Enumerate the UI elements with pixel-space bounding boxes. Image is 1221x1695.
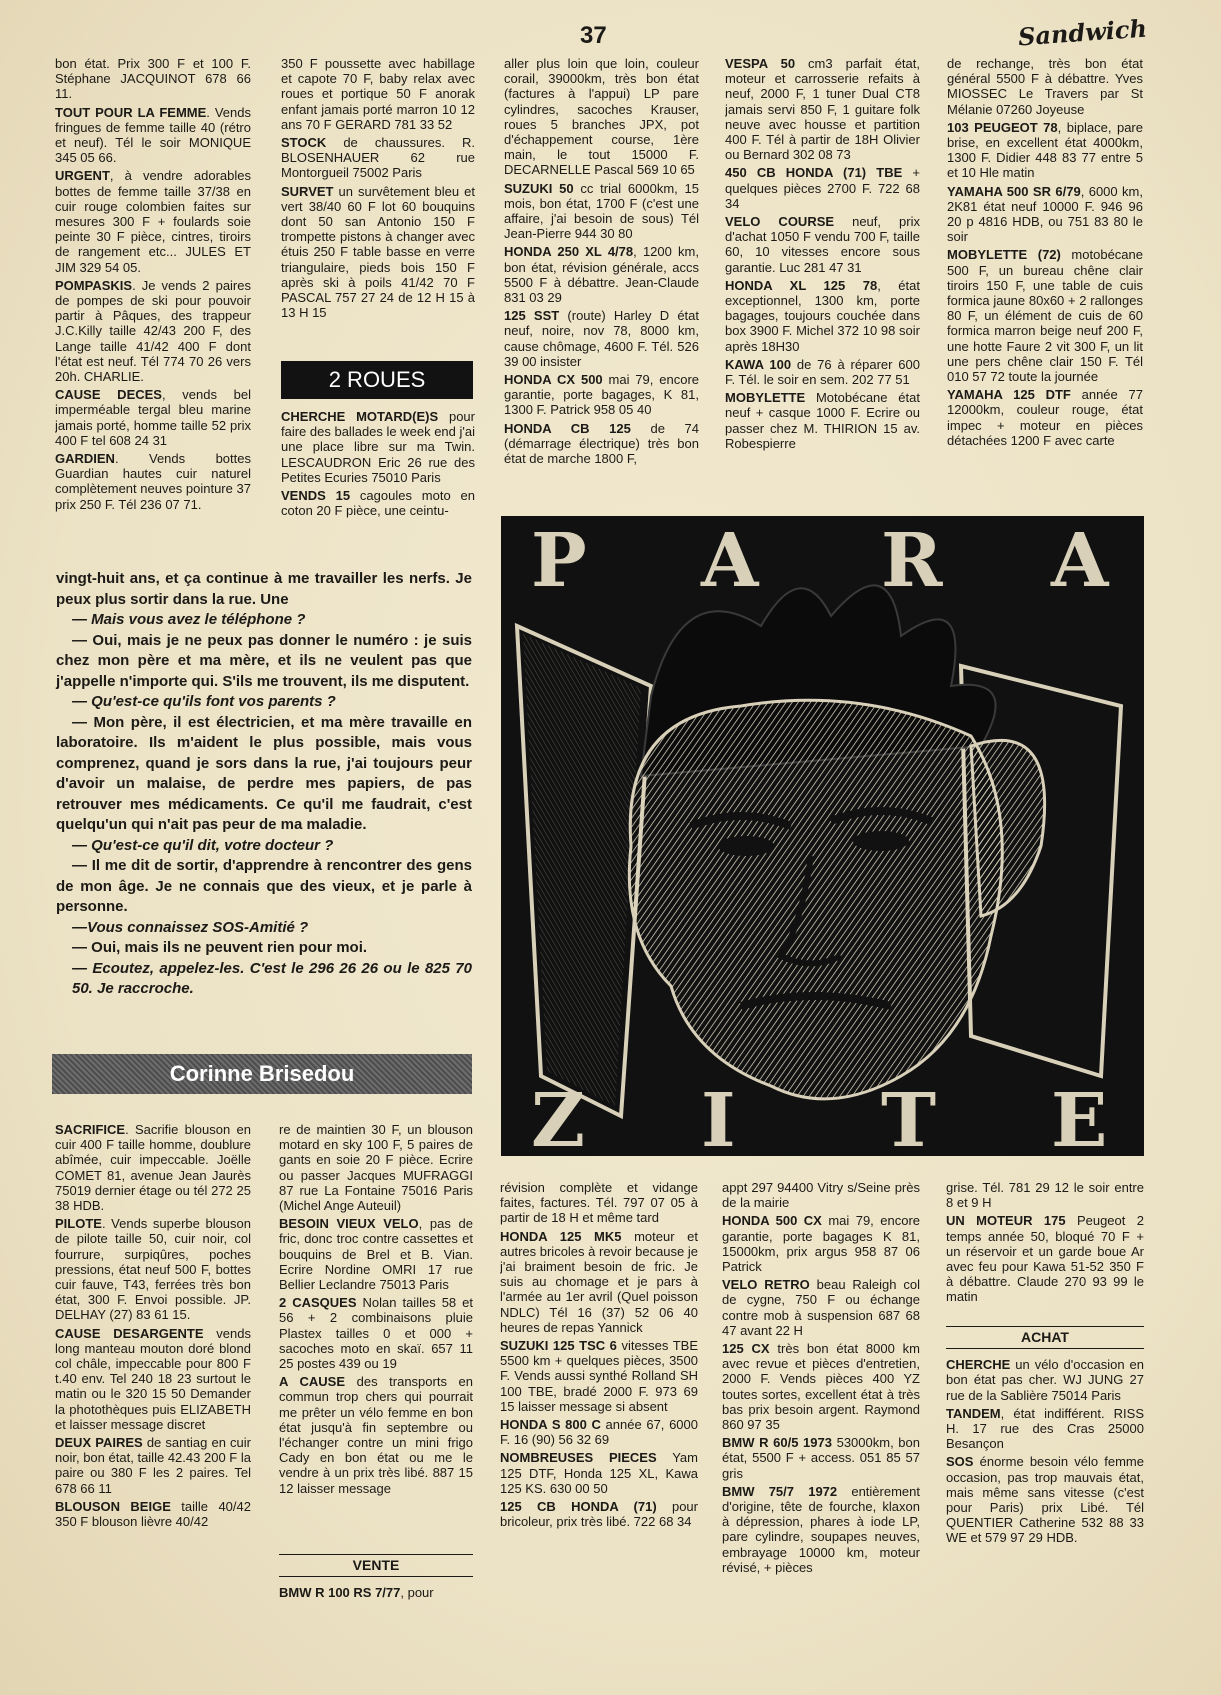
classified-ad: 103 PEUGEOT 78, biplace, pare brise, en excellent état 4000km, 1300 F. Didier 448 83 77 entre 5 et 10 Hle matin (947, 119, 1143, 181)
section-header-2-roues: 2 ROUES (281, 361, 473, 399)
classifieds-col-2-top (281, 56, 475, 356)
classified-ad: GARDIEN. Vends bottes Guardian hautes cuir naturel complètement neuves pointure 37 prix 250 F. Tél 236 07 71. (55, 451, 251, 512)
classified-ad: SACRIFICE. Sacrifie blouson en cuir 400 F taille homme, doublure abîmée, cuir impeccable. Joëlle COMET 81, avenue Jean Jaurès 75019 dernier étage ou tél 272 25 38 HDB. (55, 1122, 251, 1214)
classified-ad: 125 CX très bon état 8000 km avec revue et pièces d'entretien, 2000 F. Vends pièces 400 YZ toutes sortes, excellent état à très bas prix besoin argent. Raymond 860 97 35 (722, 1341, 920, 1433)
classified-ad: HONDA CB 125 de 74 (démarrage électrique) très bon état de marche 1800 F, (504, 420, 699, 467)
classified-ad: HONDA XL 125 78, état exceptionnel, 1300 km, porte bagages, toujours couchée dans box 3900 F. Michel 372 10 98 soir après 18H30 (725, 277, 920, 354)
section-banner: Corinne Brisedou (52, 1054, 472, 1094)
interview-answer: vingt-huit ans, et ça continue à me travailler les nerfs. Je peux plus sortir dans la rue. Une (56, 570, 472, 608)
classified-ad: 450 CB HONDA (71) TBE + quelques pièces 2700 F. 722 68 34 (725, 165, 920, 211)
classified-ad: CAUSE DECES, vends bel imperméable tergal bleu marine jamais porté, homme taille 52 prix 400 F tel 608 24 31 (55, 387, 251, 448)
art-letter: A (701, 518, 759, 604)
art-letter: R (881, 518, 943, 604)
interview-text (56, 569, 472, 1000)
classified-ad: SUZUKI 125 TSC 6 vitesses TBE 5500 km + quelques pièces, 3500 F. Vends aussi synthé Rolland SH 100 TBE, bradé 2000 F. 973 69 15 laisser message si absent (500, 1338, 698, 1414)
classified-ad: HONDA 125 MK5 moteur et autres bricoles à revoir because je j'ai braiment besoin de fric. Je suis au chomage et je pars à l'armée au 1er avril (Quel poisson NDLC) Tél 16 (37) 52 06 40 heures de repas Yannick (500, 1228, 698, 1335)
classified-ad: MOBYLETTE (72) motobécane 500 F, un bureau chêne clair tiroirs 150 F, une table de cuis formica jaune 80x60 + 2 rallonges 80 F, un élément de cuis de 60 formica marron beige neuf 200 F, une hotte Faure 2 vit 300 F, un lit une pers chêne clair 150 F. Tél 010 57 72 toute la journée (947, 247, 1143, 385)
classifieds-col-4-top (725, 56, 920, 498)
classified-ad: SURVET un survêtement bleu et vert 38/40 60 F lot 60 bouquins dont 50 san Antonio 150 F trompette pistons à changer avec étuis 250 F table basse en verre triangulaire, pieds bois 150 F après ski à poils 41/42 70 F PASCAL 757 27 24 de 12 H 15 à 13 H 15 (281, 183, 475, 321)
classified-ad: VELO RETRO beau Raleigh col de cygne, 750 F ou échange contre mob à suspension 687 68 47 avant 22 H (722, 1277, 920, 1338)
classified-ad: HONDA CX 500 mai 79, encore garantie, porte bagages, K 81, 1300 F. Patrick 958 05 40 (504, 372, 699, 418)
classifieds-col-5-bottom (946, 1180, 1144, 1330)
classified-ad: CHERCHE MOTARD(E)S pour faire des ballades le week end j'ai une place libre sur ma Twin. LESCAUDRON Eric 26 rue des Petites Ecuries 75010 Paris (281, 409, 475, 485)
interview-answer: — Mon père, il est électricien, et ma mère travaille en laboratoire. Ils m'aident le plus possible, mais vous comprenez, quand je sors dans la rue, j'ai toujours peur d'avoir un malaise, de perdre mes papiers, de pas retrouver mes médicaments. Ce qu'il me faudrait, c'est quelqu'un qui n'ait pas peur de ma maladie. (56, 713, 472, 833)
classified-ad: CAUSE DESARGENTE vends long manteau mouton doré blond col châle, impeccable pour 800 F t.40 env. Tel 240 18 23 surtout le matin ou le 320 15 50 Demander la photothèques puis ELIZABETH et laisser message discret (55, 1325, 251, 1432)
classified-ad: TOUT POUR LA FEMME. Vends fringues de femme taille 40 (rétro et neuf). Tél le soir MONIQUE 345 05 66. (55, 104, 251, 166)
classified-ad: BMW R 60/5 1973 53000km, bon état, 5500 F + access. 051 85 57 gris (722, 1435, 920, 1481)
classified-ad: re de maintien 30 F, un blouson motard en sky 100 F, 5 paires de gants en soie 20 F pièce. Ecrire ou passer Jacques MUFRAGGI 87 rue La Fontaine 75016 Paris (Michel Ange Auteuil) (279, 1122, 473, 1214)
interview-question: — Ecoutez, appelez-les. C'est le 296 26 26 ou le 825 70 50. Je raccroche. (72, 959, 472, 997)
classified-ad: révision complète et vidange faites, factures. Tél. 797 07 05 à partir de 18 H et même tard (500, 1180, 698, 1226)
classified-ad: aller plus loin que loin, couleur corail, 39000km, très bon état (factures à l'appui) LP pare cylindres, sacoches Krauser, roues 5 branches JPX, pot d'échappement course, 1ère main, le tout 15000 F. DECARNELLE Pascal 569 10 65 (504, 56, 699, 178)
classified-ad: DEUX PAIRES de santiag en cuir noir, bon état, taille 42.43 200 F la paire ou 380 F les 2 paires. Tel 678 66 11 (55, 1435, 251, 1496)
art-letter: I (701, 1078, 736, 1156)
classified-ad: SUZUKI 50 cc trial 6000km, 15 mois, bon état, 1700 F (c'est une affaire, j'ai besoin de sous) Tél Jean-Pierre 944 30 80 (504, 180, 699, 242)
classified-ad: 125 CB HONDA (71) pour bricoleur, prix très libé. 722 68 34 (500, 1499, 698, 1530)
classified-ad: MOBYLETTE Motobécane état neuf + casque 1000 F. Ecrire ou passer chez M. THIRION 15 av. Robespierre (725, 390, 920, 451)
classifieds-col-3-bottom (500, 1180, 698, 1685)
art-letter: E (1051, 1078, 1108, 1156)
classified-ad: TANDEM, état indifférent. RISS H. 17 rue des Cras 25000 Besançon (946, 1405, 1144, 1452)
vente-listing (279, 1585, 473, 1600)
classified-ad: BMW R 100 RS 7/77, pour (279, 1585, 434, 1601)
classified-ad: YAMAHA 125 DTF année 77 12000km, couleur rouge, état impec + moteur en pièces détachées 1200 F avec carte (947, 387, 1143, 448)
classified-ad: BMW 75/7 1972 entièrement d'origine, tête de fourche, klaxon à dépression, phares à iode LP, pare cylindre, soupapes neuves, embrayage 10000 km, moteur révisé, + pièces (722, 1483, 920, 1575)
classified-ad: bon état. Prix 300 F et 100 F. Stéphane JACQUINOT 678 66 11. (55, 56, 251, 102)
interview-answer: — Oui, mais je ne peux pas donner le numéro : je suis chez mon père et ma mère, et ils ne veulent pas que j'appelle n'importe qui. S'ils me trouvent, ils me disputent. (56, 631, 472, 690)
classified-ad: VENDS 15 cagoules moto en coton 20 F pièce, une ceintu- (281, 488, 475, 519)
classifieds-col-2-bottom (279, 1122, 473, 1542)
art-letter: A (1051, 518, 1109, 604)
masthead-logo: Sandwich (1017, 13, 1148, 52)
classified-ad: CHERCHE un vélo d'occasion en bon état pas cher. WJ JUNG 27 rue de la Sablière 75014 Paris (946, 1357, 1144, 1403)
interview-question: —Vous connaissez SOS-Amitié ? (72, 918, 309, 936)
classified-ad: VELO COURSE neuf, prix d'achat 1050 F vendu 700 F, taille 60, 10 vitesses encore sous garantie. Luc 281 47 31 (725, 214, 920, 275)
art-letter: T (881, 1078, 937, 1156)
classifieds-col-1-top (55, 56, 251, 541)
illustration-svg (501, 516, 1144, 1156)
classifieds-col-2-vente (279, 1548, 473, 1618)
classified-ad: 350 F poussette avec habillage et capote 70 F, baby relax avec roues et portique 50 F anorak enfant jamais porté marron 10 12 ans 70 F GERARD 781 33 52 (281, 56, 475, 132)
classified-ad: BESOIN VIEUX VELO, pas de fric, donc troc contre cassettes et bouquins de Brel et B. Vian. Ecrire Nordine OMRI 17 rue Bellier Leclandre 75013 Paris (279, 1216, 473, 1293)
classified-ad: HONDA 500 CX mai 79, encore garantie, porte bagages K 81, 15000km, prix argus 958 87 06 Patrick (722, 1213, 920, 1275)
art-letter: P (531, 518, 587, 604)
art-letter: Z (531, 1078, 586, 1156)
classified-ad: NOMBREUSES PIECES Yam 125 DTF, Honda 125 XL, Kawa 125 KS. 630 00 50 (500, 1450, 698, 1496)
classified-ad: 125 SST (route) Harley D état neuf, noire, nov 78, 8000 km, cause chômage, 4600 F. Tél. 526 39 00 insister (504, 308, 699, 369)
classifieds-col-2-top-b (281, 409, 475, 544)
interview-answer: — Oui, mais ils ne peuvent rien pour moi. (72, 939, 368, 956)
classified-ad: 2 CASQUES Nolan tailles 58 et 56 + 2 combinaisons pluie Plastex tailles 0 et 000 + sacoches moto en skaï. 657 11 25 postes 439 ou 19 (279, 1295, 473, 1372)
classified-ad: UN MOTEUR 175 Peugeot 2 temps année 50, bloqué 70 F + un réservoir et un garde boue Ar avec feu pour Kawa 51-52 350 F à débattre. Claude 270 93 99 le matin (946, 1213, 1144, 1305)
interview-answer: — Il me dit de sortir, d'apprendre à rencontrer des gens de mon âge. Je ne connais que des vieux, et je parle à personne. (56, 857, 472, 915)
classified-ad: A CAUSE des transports en commun trop chers qui pourrait me prêter un vélo femme en bon état jusqu'à fin septembre ou l'échanger contre un mini frigo Cady en bon état ou me le vendre à un prix très libé. 887 15 12 laisser message (279, 1374, 473, 1496)
classified-ad: URGENT, à vendre adorables bottes de femme taille 37/38 en cuir rouge colombien faites sur mesures 300 F + foulards soie peinte 30 F pièce, cintres, tiroirs de rangement etc... JULES ET JIM 329 54 05. (55, 168, 251, 275)
classified-ad: de rechange, très bon état général 5500 F à débattre. Yves MIOSSEC Le Travers par St Mélanie 07260 Joyeuse (947, 56, 1143, 117)
classified-ad: VESPA 50 cm3 parfait état, moteur et carrosserie refaits à neuf, 2000 F, 1 tuner Dual CT8 jamais servi 850 F, 1 guitare folk neuve avec housse et partition 400 F. Tél à partir de 18H Olivier ou Bernard 302 08 73 (725, 56, 920, 163)
parazite-illustration (501, 516, 1144, 1156)
classified-ad: grise. Tél. 781 29 12 le soir entre 8 et 9 H (946, 1180, 1144, 1211)
section-header-achat: ACHAT (946, 1326, 1144, 1349)
classified-ad: appt 297 94400 Vitry s/Seine près de la mairie (722, 1180, 920, 1211)
classifieds-col-5-achat (946, 1320, 1144, 1685)
interview-question: — Qu'est-ce qu'ils font vos parents ? (72, 693, 336, 710)
classified-ad: YAMAHA 500 SR 6/79, 6000 km, 2K81 état neuf 10000 F. 946 96 20 p 4816 HDB, ou 751 83 80 le soir (947, 183, 1143, 245)
interview-question: — Qu'est-ce qu'il dit, votre docteur ? (72, 836, 334, 854)
classified-ad: HONDA 250 XL 4/78, 1200 km, bon état, révision générale, accs 5500 F à débattre. Jean-Claude 831 03 29 (504, 244, 699, 306)
classified-ad: BLOUSON BEIGE taille 40/42 350 F blouson lièvre 40/42 (55, 1498, 251, 1530)
classifieds-col-5-top (947, 56, 1143, 498)
classified-ad: SOS énorme besoin vélo femme occasion, pas trop mauvais état, mais même sans vitesse (c'est pour Paris) prix Libé. Tél QUENTIER Catherine 532 88 33 WE et 579 97 29 HDB. (946, 1454, 1144, 1546)
classified-ad: HONDA S 800 C année 67, 6000 F. 16 (90) 56 32 69 (500, 1417, 698, 1448)
classifieds-col-4-bottom (722, 1180, 920, 1685)
section-header-vente: VENTE (279, 1554, 473, 1577)
classified-ad: STOCK de chaussures. R. BLOSENHAUER 62 rue Montorgueil 75002 Paris (281, 135, 475, 181)
classifieds-col-3-top (504, 56, 699, 498)
classifieds-col-1-bottom (55, 1122, 251, 1684)
interview-question: — Mais vous avez le téléphone ? (72, 611, 306, 628)
page-number: 37 (580, 22, 607, 49)
classified-ad: KAWA 100 de 76 à réparer 600 F. Tél. le soir en sem. 202 77 51 (725, 356, 920, 388)
achat-listings (946, 1357, 1144, 1545)
classified-ad: PILOTE. Vends superbe blouson de pilote taille 50, cuir noir, col fourrure, surpiqûres, poches pressions, état neuf 500 F, bottes cuir fauve, T43, ferrées très bon état, 300 F. Envoi possible. JP. DELHAY (27) 83 61 15. (55, 1216, 251, 1323)
classified-ad: POMPASKIS. Je vends 2 paires de pompes de ski pour pouvoir partir à Pâques, des trappeur J.C.Killy taille 42/43 200 F, des Lange taille 41/42 400 F dont l'état est neuf. Tél 774 70 26 vers 20h. CHARLIE. (55, 277, 251, 385)
